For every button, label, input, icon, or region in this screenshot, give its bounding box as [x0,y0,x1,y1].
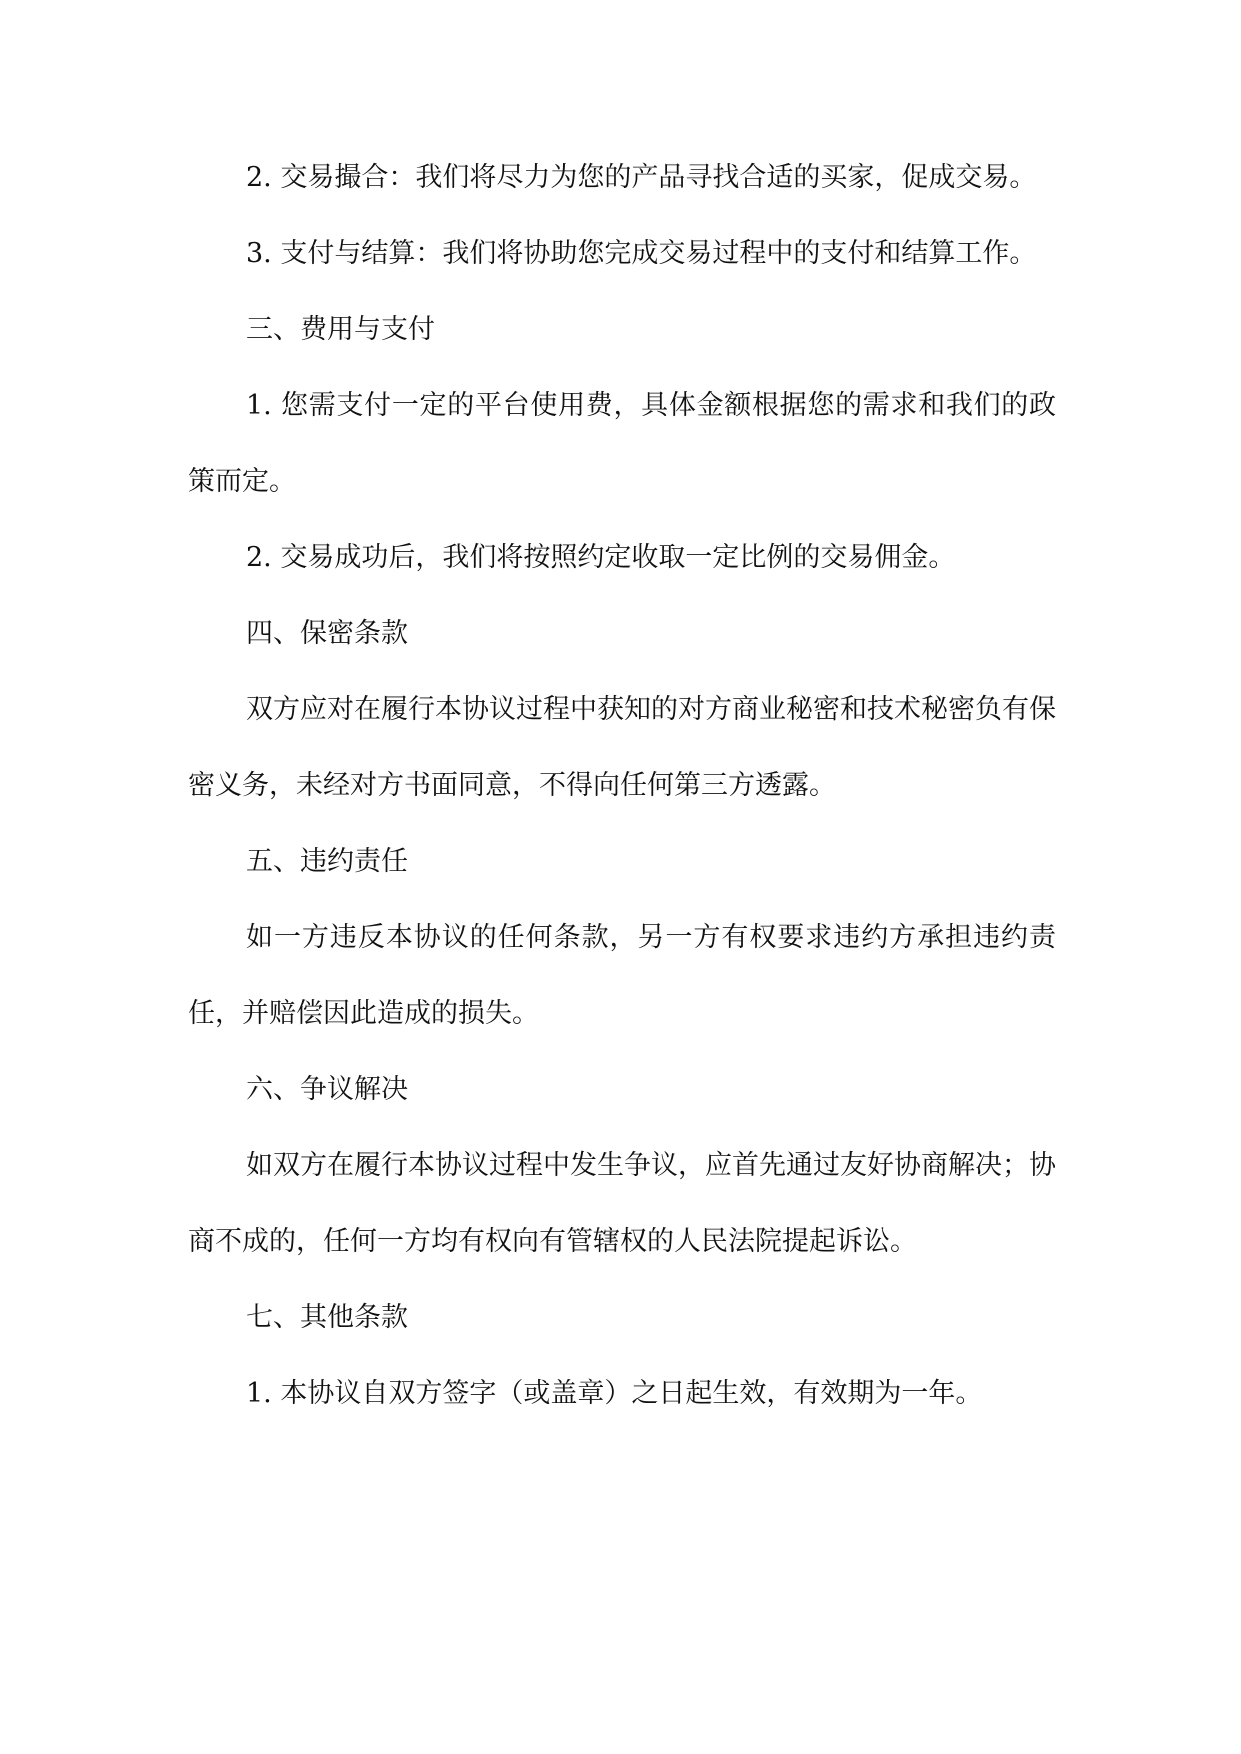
document-body [188,140,1056,1432]
clause-7-1-effective: 1. 本协议自双方签字（或盖章）之日起生效，有效期为一年。 [246,1378,983,1409]
section-heading-dispute: 六、争议解决 [246,1074,408,1105]
clause-confidentiality: 双方应对在履行本协议过程中获知的对方商业秘密和技术秘密负有保密义务，未经对方书面同意，不得向任何第三方透露。 [188,694,1056,801]
clause-liability: 如一方违反本协议的任何条款，另一方有权要求违约方承担违约责任，并赔偿因此造成的损失。 [188,922,1056,1029]
section-heading-liability: 五、违约责任 [246,846,408,877]
clause-2-2-matchmaking: 2. 交易撮合：我们将尽力为您的产品寻找合适的买家，促成交易。 [246,162,1037,193]
section-heading-fees: 三、费用与支付 [246,314,435,345]
clause-3-1-platform-fee: 1. 您需支付一定的平台使用费，具体金额根据您的需求和我们的政策而定。 [188,390,1056,497]
clause-dispute: 如双方在履行本协议过程中发生争议，应首先通过友好协商解决；协商不成的，任何一方均有权向有管辖权的人民法院提起诉讼。 [188,1150,1056,1257]
clause-2-3-payment-settlement: 3. 支付与结算：我们将协助您完成交易过程中的支付和结算工作。 [246,238,1037,269]
clause-3-2-commission: 2. 交易成功后，我们将按照约定收取一定比例的交易佣金。 [246,542,956,573]
section-heading-other: 七、其他条款 [246,1302,408,1333]
section-heading-confidentiality: 四、保密条款 [246,618,408,649]
